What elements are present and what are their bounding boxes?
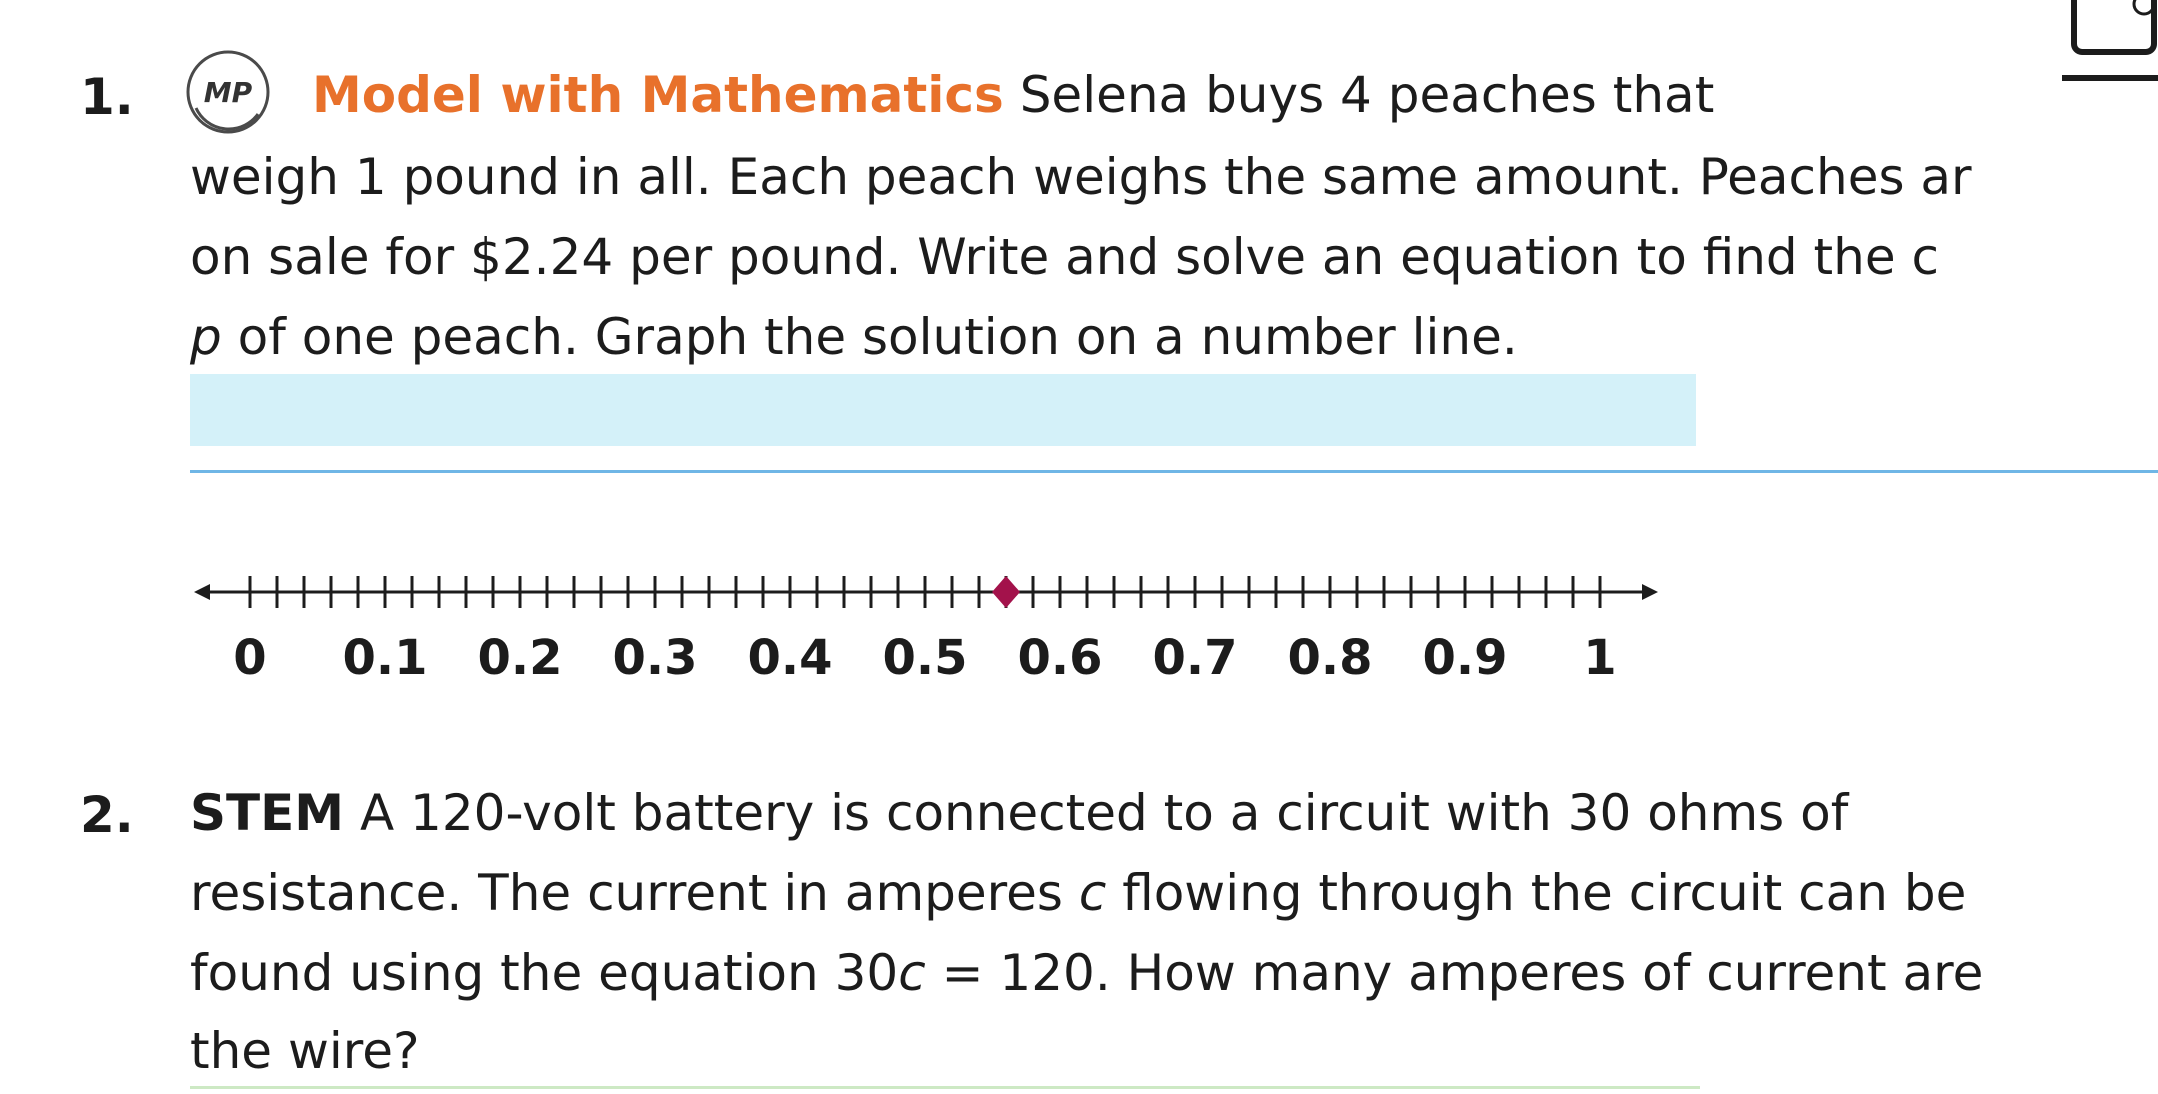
answer-area-highlight[interactable] <box>190 374 1696 446</box>
number-line-label: 0.4 <box>747 630 833 686</box>
problem-1-line-3: on sale for $2.24 per pound. Write and solve an equation to find the c <box>190 228 1939 286</box>
problem-1-heading: Model with Mathematics <box>312 66 1004 124</box>
right-arrow-icon <box>1642 584 1658 600</box>
problem-2-text-3a: found using the equation 30 <box>190 944 899 1002</box>
problem-2-heading: STEM <box>190 784 345 842</box>
problem-1-number: 1. <box>80 68 134 126</box>
problem-2-text-2b: flowing through the circuit can be <box>1106 864 1967 922</box>
problem-2-line-2 <box>190 864 1967 922</box>
number-line-label: 0.1 <box>342 630 428 686</box>
bottom-rule <box>190 1086 1700 1089</box>
number-line-label: 0.5 <box>882 630 968 686</box>
number-line-label: 0.6 <box>1017 630 1103 686</box>
problem-1-text-1: Selena buys 4 peaches that <box>1019 66 1715 124</box>
number-line-label: 0 <box>233 630 267 686</box>
problem-1-line-1 <box>312 66 1715 124</box>
answer-rule <box>190 470 2158 473</box>
badge-text: MP <box>203 76 253 109</box>
problem-2-number: 2. <box>80 786 134 844</box>
variable-p: p <box>190 308 222 366</box>
number-line-label: 0.3 <box>612 630 698 686</box>
problem-2-text-1: A 120-volt battery is connected to a circuit with 30 ohms of <box>359 784 1849 842</box>
number-line-label: 0.7 <box>1152 630 1238 686</box>
problem-2-line-4: the wire? <box>190 1022 420 1080</box>
problem-1-text-4: of one peach. Graph the solution on a number line. <box>221 308 1518 366</box>
problem-2-line-1 <box>190 784 1849 842</box>
problem-2-line-3 <box>190 944 1984 1002</box>
number-line-label: 0.8 <box>1287 630 1373 686</box>
problem-1-line-2: weigh 1 pound in all. Each peach weighs the same amount. Peaches ar <box>190 148 1972 206</box>
mathematical-practice-badge-icon <box>180 44 276 140</box>
device-frame-icon <box>2060 0 2158 90</box>
number-line <box>180 560 1680 690</box>
problem-1-line-4 <box>190 308 1518 366</box>
problem-2-text-3b: = 120. How many amperes of current are <box>925 944 1984 1002</box>
number-line-label: 0.9 <box>1422 630 1508 686</box>
variable-c-equation: c <box>898 944 926 1002</box>
variable-c: c <box>1078 864 1107 922</box>
problem-2-text-2a: resistance. The current in amperes <box>190 864 1079 922</box>
number-line-label: 1 <box>1583 630 1617 686</box>
solution-point <box>992 576 1020 608</box>
left-arrow-icon <box>194 584 210 600</box>
number-line-label: 0.2 <box>477 630 563 686</box>
